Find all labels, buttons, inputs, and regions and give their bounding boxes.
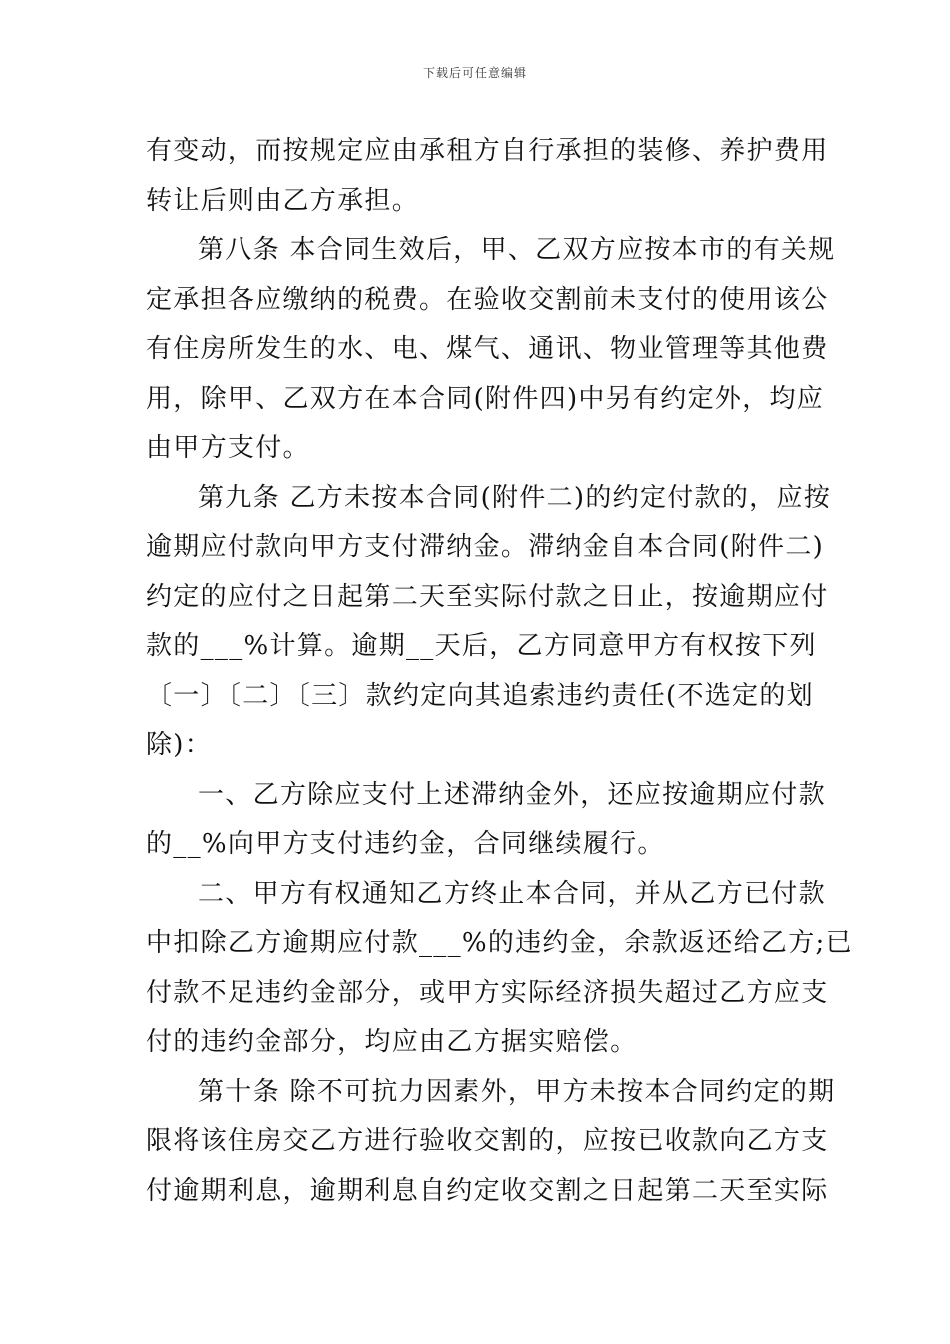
text-line: 有住房所发生的水、电、煤气、通讯、物业管理等其他费 [146,334,829,364]
text-line: 限将该住房交乙方进行验收交割的，应按已收款向乙方支 [146,1126,829,1156]
text-line: 第九条 乙方未按本合同(附件二)的约定付款的，应按 [198,482,832,513]
text-line: 付逾期利息，逾期利息自约定收交割之日起第二天至实际 [146,1175,829,1206]
text-line: 付款不足违约金部分，或甲方实际经济损失超过乙方应支 [146,977,829,1008]
text-line: 约定的应付之日起第二天至实际付款之日止，按逾期应付 [146,581,829,612]
text-line: 〔一〕〔二〕〔三〕款约定向其追索违约责任(不选定的划 [146,680,814,711]
text-line: 款的___%计算。逾期__天后，乙方同意甲方有权按下列 [146,631,817,661]
text-line: 由甲方支付。 [146,433,310,463]
text-line: 逾期应付款向甲方支付滞纳金。滞纳金自本合同(附件二) [146,532,825,562]
text-line: 有变动，而按规定应由承租方自行承担的装修、养护费用 [146,136,829,166]
text-line: 第十条 除不可抗力因素外，甲方未按本合同约定的期 [198,1076,836,1107]
text-line: 用，除甲、乙双方在本合同(附件四)中另有约定外，均应 [146,383,825,414]
text-line: 一、乙方除应支付上述滞纳金外，还应按逾期应付款 [198,779,826,810]
text-line: 定承担各应缴纳的税费。在验收交割前未支付的使用该公 [146,284,829,315]
text-line: 付的违约金部分，均应由乙方据实赔偿。 [146,1027,638,1057]
text-line: 第八条 本合同生效后，甲、乙双方应按本市的有关规 [198,235,836,265]
text-line: 中扣除乙方逾期应付款___%的违约金，余款返还给乙方;已 [146,928,853,958]
text-line: 转让后则由乙方承担。 [146,185,420,216]
text-line: 除)： [146,730,213,760]
text-line: 的__%向甲方支付违约金，合同继续履行。 [146,829,665,859]
text-line: 二、甲方有权通知乙方终止本合同，并从乙方已付款 [198,878,826,909]
contract-body [146,127,853,1216]
page-header: 下载后可任意编辑 [422,66,527,80]
